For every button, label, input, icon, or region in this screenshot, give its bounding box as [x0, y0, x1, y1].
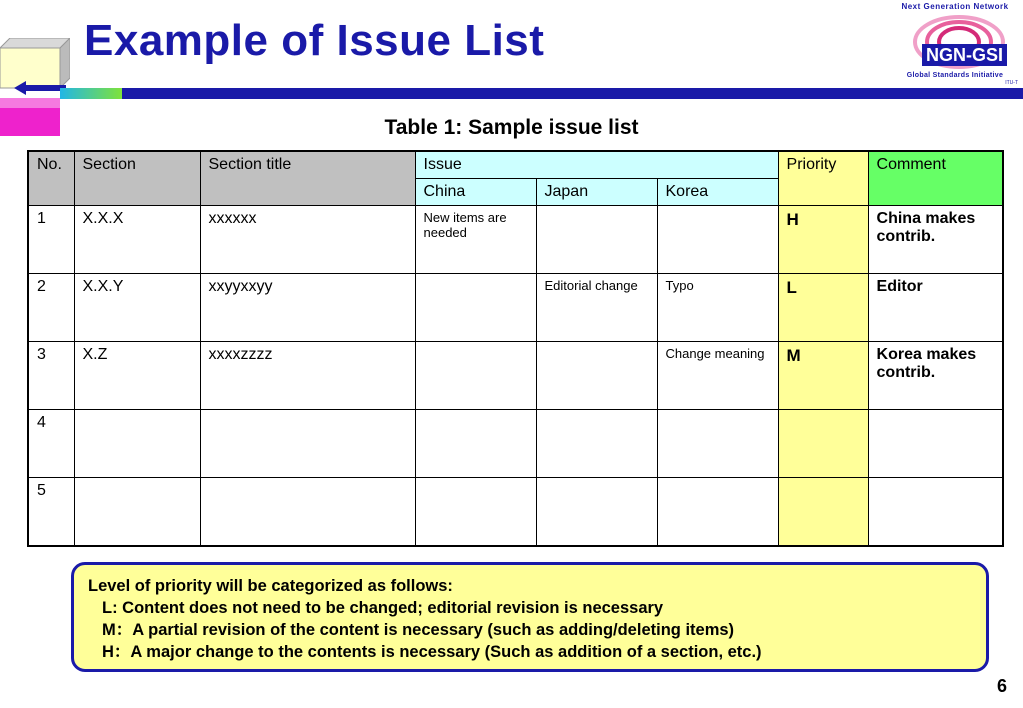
cell-japan: [536, 342, 657, 410]
cell-korea: Typo: [657, 274, 778, 342]
cell-priority: [778, 410, 868, 478]
title-rule-gradient: [60, 88, 122, 99]
cell-section: X.X.X: [74, 206, 200, 274]
ngn-gsi-logo: [888, 2, 1022, 86]
table-row: [28, 206, 1003, 274]
page-number: 6: [996, 676, 1007, 696]
table-row: [28, 274, 1003, 342]
note-line-low: L: Content does not need to be changed; editorial revision is necessary: [102, 599, 664, 617]
cell-japan: Editorial change: [536, 274, 657, 342]
issue-table: [27, 150, 1004, 547]
header-china: China: [415, 179, 536, 206]
cell-comment: China makes contrib.: [868, 206, 1003, 274]
cell-korea: [657, 410, 778, 478]
cell-china: New items are needed: [415, 206, 536, 274]
cell-section: X.X.Y: [74, 274, 200, 342]
logo-itu-text: ITU-T: [1005, 80, 1018, 86]
cell-priority: L: [778, 274, 868, 342]
cell-priority: [778, 478, 868, 546]
cell-no: 1: [28, 206, 74, 274]
header-section-title: Section title: [200, 151, 415, 206]
table-row: [28, 478, 1003, 546]
header-comment: Comment: [868, 151, 1003, 206]
header-korea: Korea: [657, 179, 778, 206]
cell-priority: M: [778, 342, 868, 410]
cell-korea: Change meaning: [657, 342, 778, 410]
cell-no: 4: [28, 410, 74, 478]
note-line-medium: M：A partial revision of the content is necessary (such as adding/deleting items): [102, 621, 735, 639]
table-row: [28, 342, 1003, 410]
cell-korea: [657, 206, 778, 274]
cell-japan: [536, 478, 657, 546]
cell-section: [74, 478, 200, 546]
priority-note-box: [71, 562, 989, 672]
cell-no: 3: [28, 342, 74, 410]
cell-section: X.Z: [74, 342, 200, 410]
logo-top-text: Next Generation Network: [901, 2, 1009, 11]
header-japan: Japan: [536, 179, 657, 206]
header-section: Section: [74, 151, 200, 206]
cell-priority: H: [778, 206, 868, 274]
table-caption: Table 1: Sample issue list: [384, 116, 639, 139]
cell-china: [415, 342, 536, 410]
cell-china: [415, 274, 536, 342]
cell-no: 2: [28, 274, 74, 342]
header-issue: Issue: [415, 151, 778, 179]
cell-japan: [536, 410, 657, 478]
header-priority: Priority: [778, 151, 868, 206]
cell-comment: Editor: [868, 274, 1003, 342]
note-line-high: H：A major change to the contents is necessary (Such as addition of a section, etc.): [102, 643, 762, 661]
cell-japan: [536, 206, 657, 274]
logo-name: NGN-GSI: [922, 44, 1007, 66]
note-heading: Level of priority will be categorized as follows:: [88, 577, 453, 595]
cell-china: [415, 478, 536, 546]
cell-korea: [657, 478, 778, 546]
slide-title: Example of Issue List: [84, 16, 545, 65]
cell-comment: [868, 478, 1003, 546]
cell-section-title: xxyyxxyy: [200, 274, 415, 342]
cell-no: 5: [28, 478, 74, 546]
cell-section: [74, 410, 200, 478]
cell-section-title: xxxxzzzz: [200, 342, 415, 410]
cell-section-title: [200, 478, 415, 546]
cell-section-title: xxxxxx: [200, 206, 415, 274]
header-no: No.: [28, 151, 74, 206]
cell-comment: Korea makes contrib.: [868, 342, 1003, 410]
cell-comment: [868, 410, 1003, 478]
title-rule-bar: [60, 88, 1023, 99]
cell-section-title: [200, 410, 415, 478]
table-row: [28, 410, 1003, 478]
cell-china: [415, 410, 536, 478]
logo-sub-text: Global Standards Initiative: [906, 72, 1004, 79]
